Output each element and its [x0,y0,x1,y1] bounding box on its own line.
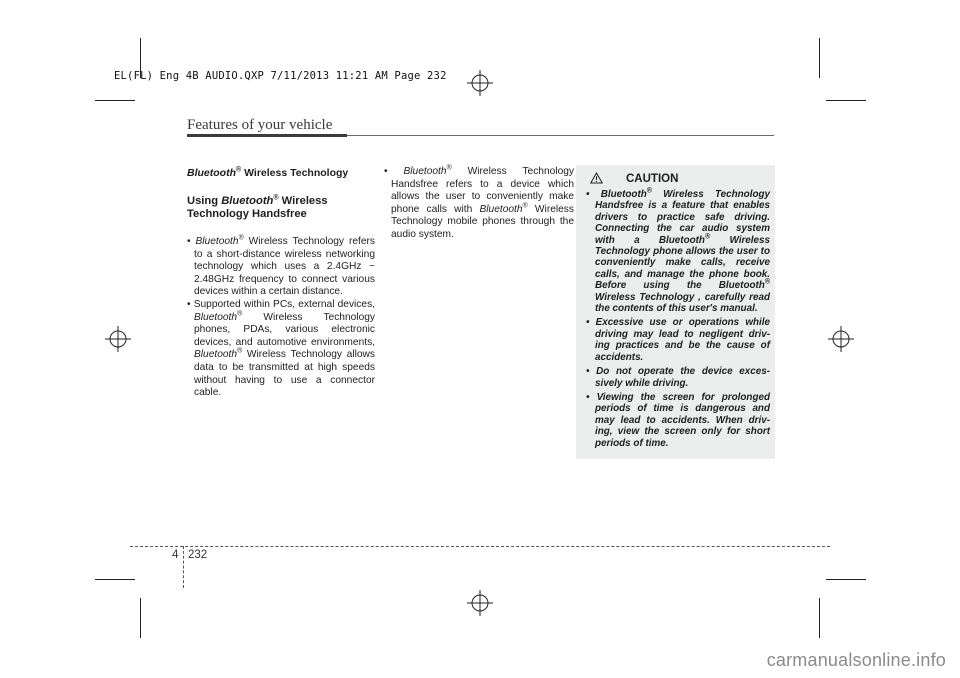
caution-item: • Do not operate the device exces-sively while driving. [586,366,770,389]
crop-mark-bottom-left-v [140,598,141,638]
caution-item: • Excessive use or operations while driving may lead to negligent driv-ing practices and be the cause of accidents. [586,317,771,363]
caution-item: • Bluetooth® Wireless Technology Handsfree is a feature that enables drivers to practice safe driving. Connecting the car audio system with a Bluetooth® Wireless Technology phone allows the user to conveniently make calls, receive calls, and manage the phone book. Before using the Bluetooth® Wireless Technology , carefully read the contents of this user's manual. [586,187,770,315]
section-title: Features of your vehicle [187,117,333,133]
registration-mark-top-icon [467,70,493,96]
caution-list [586,189,770,452]
caution-item: • Viewing the screen for prolonged periods of time is dangerous and may lead to accidents. When driv-ing, view the screen only for short periods of time. [586,391,770,449]
chapter-number: 4 [172,549,179,561]
crop-mark-bottom-right-h [826,579,866,580]
crop-mark-top-right-h [826,100,866,101]
registration-mark-bottom-icon [467,590,493,616]
crop-mark-top-left-h [95,100,135,101]
footer-separator [183,546,185,588]
crop-mark-bottom-right-v [819,598,820,638]
crop-mark-top-right-v [819,38,820,78]
watermark: carmanualsonline.info [766,650,946,670]
title-rule-dark [187,134,347,137]
list-item: • Supported within PCs, external devices, Bluetooth® Wireless Technology phones, PDAs, various electronic devices, and automotive environments, Bluetooth® Wireless Technology allows data to be transmitted at high speeds without having to use a connector cable. [187,298,375,399]
crop-mark-bottom-left-h [95,579,135,580]
list-item: • Bluetooth® Wireless Technology refers to a short-distance wireless networking technology which uses a 2.4GHz ~ 2.48GHz frequency to connect various devices within a certain distance. [187,234,375,298]
footer-rule [130,546,830,547]
middle-column [384,166,574,242]
registration-mark-left-icon [105,326,131,352]
print-info-slug: EL(FL) Eng 4B AUDIO.QXP 7/11/2013 11:21 AM Page 232 [114,70,447,82]
subsection-heading: Using Bluetooth® Wireless Technology Handsfree [187,193,328,220]
section-heading: Bluetooth® Wireless Technology [187,166,349,179]
list-item: • Bluetooth® Wireless Technology Handsfree refers to a device which allows the user to conveniently make phone calls with Bluetooth® Wireless Technology mobile phones through the audio system. [384,164,574,240]
registration-mark-right-icon [828,326,854,352]
caution-title: CAUTION [626,173,679,185]
title-rule-light [347,135,774,136]
left-column [187,167,375,400]
warning-triangle-icon [590,172,603,184]
page-number: 232 [188,549,208,561]
caution-box [576,165,775,459]
